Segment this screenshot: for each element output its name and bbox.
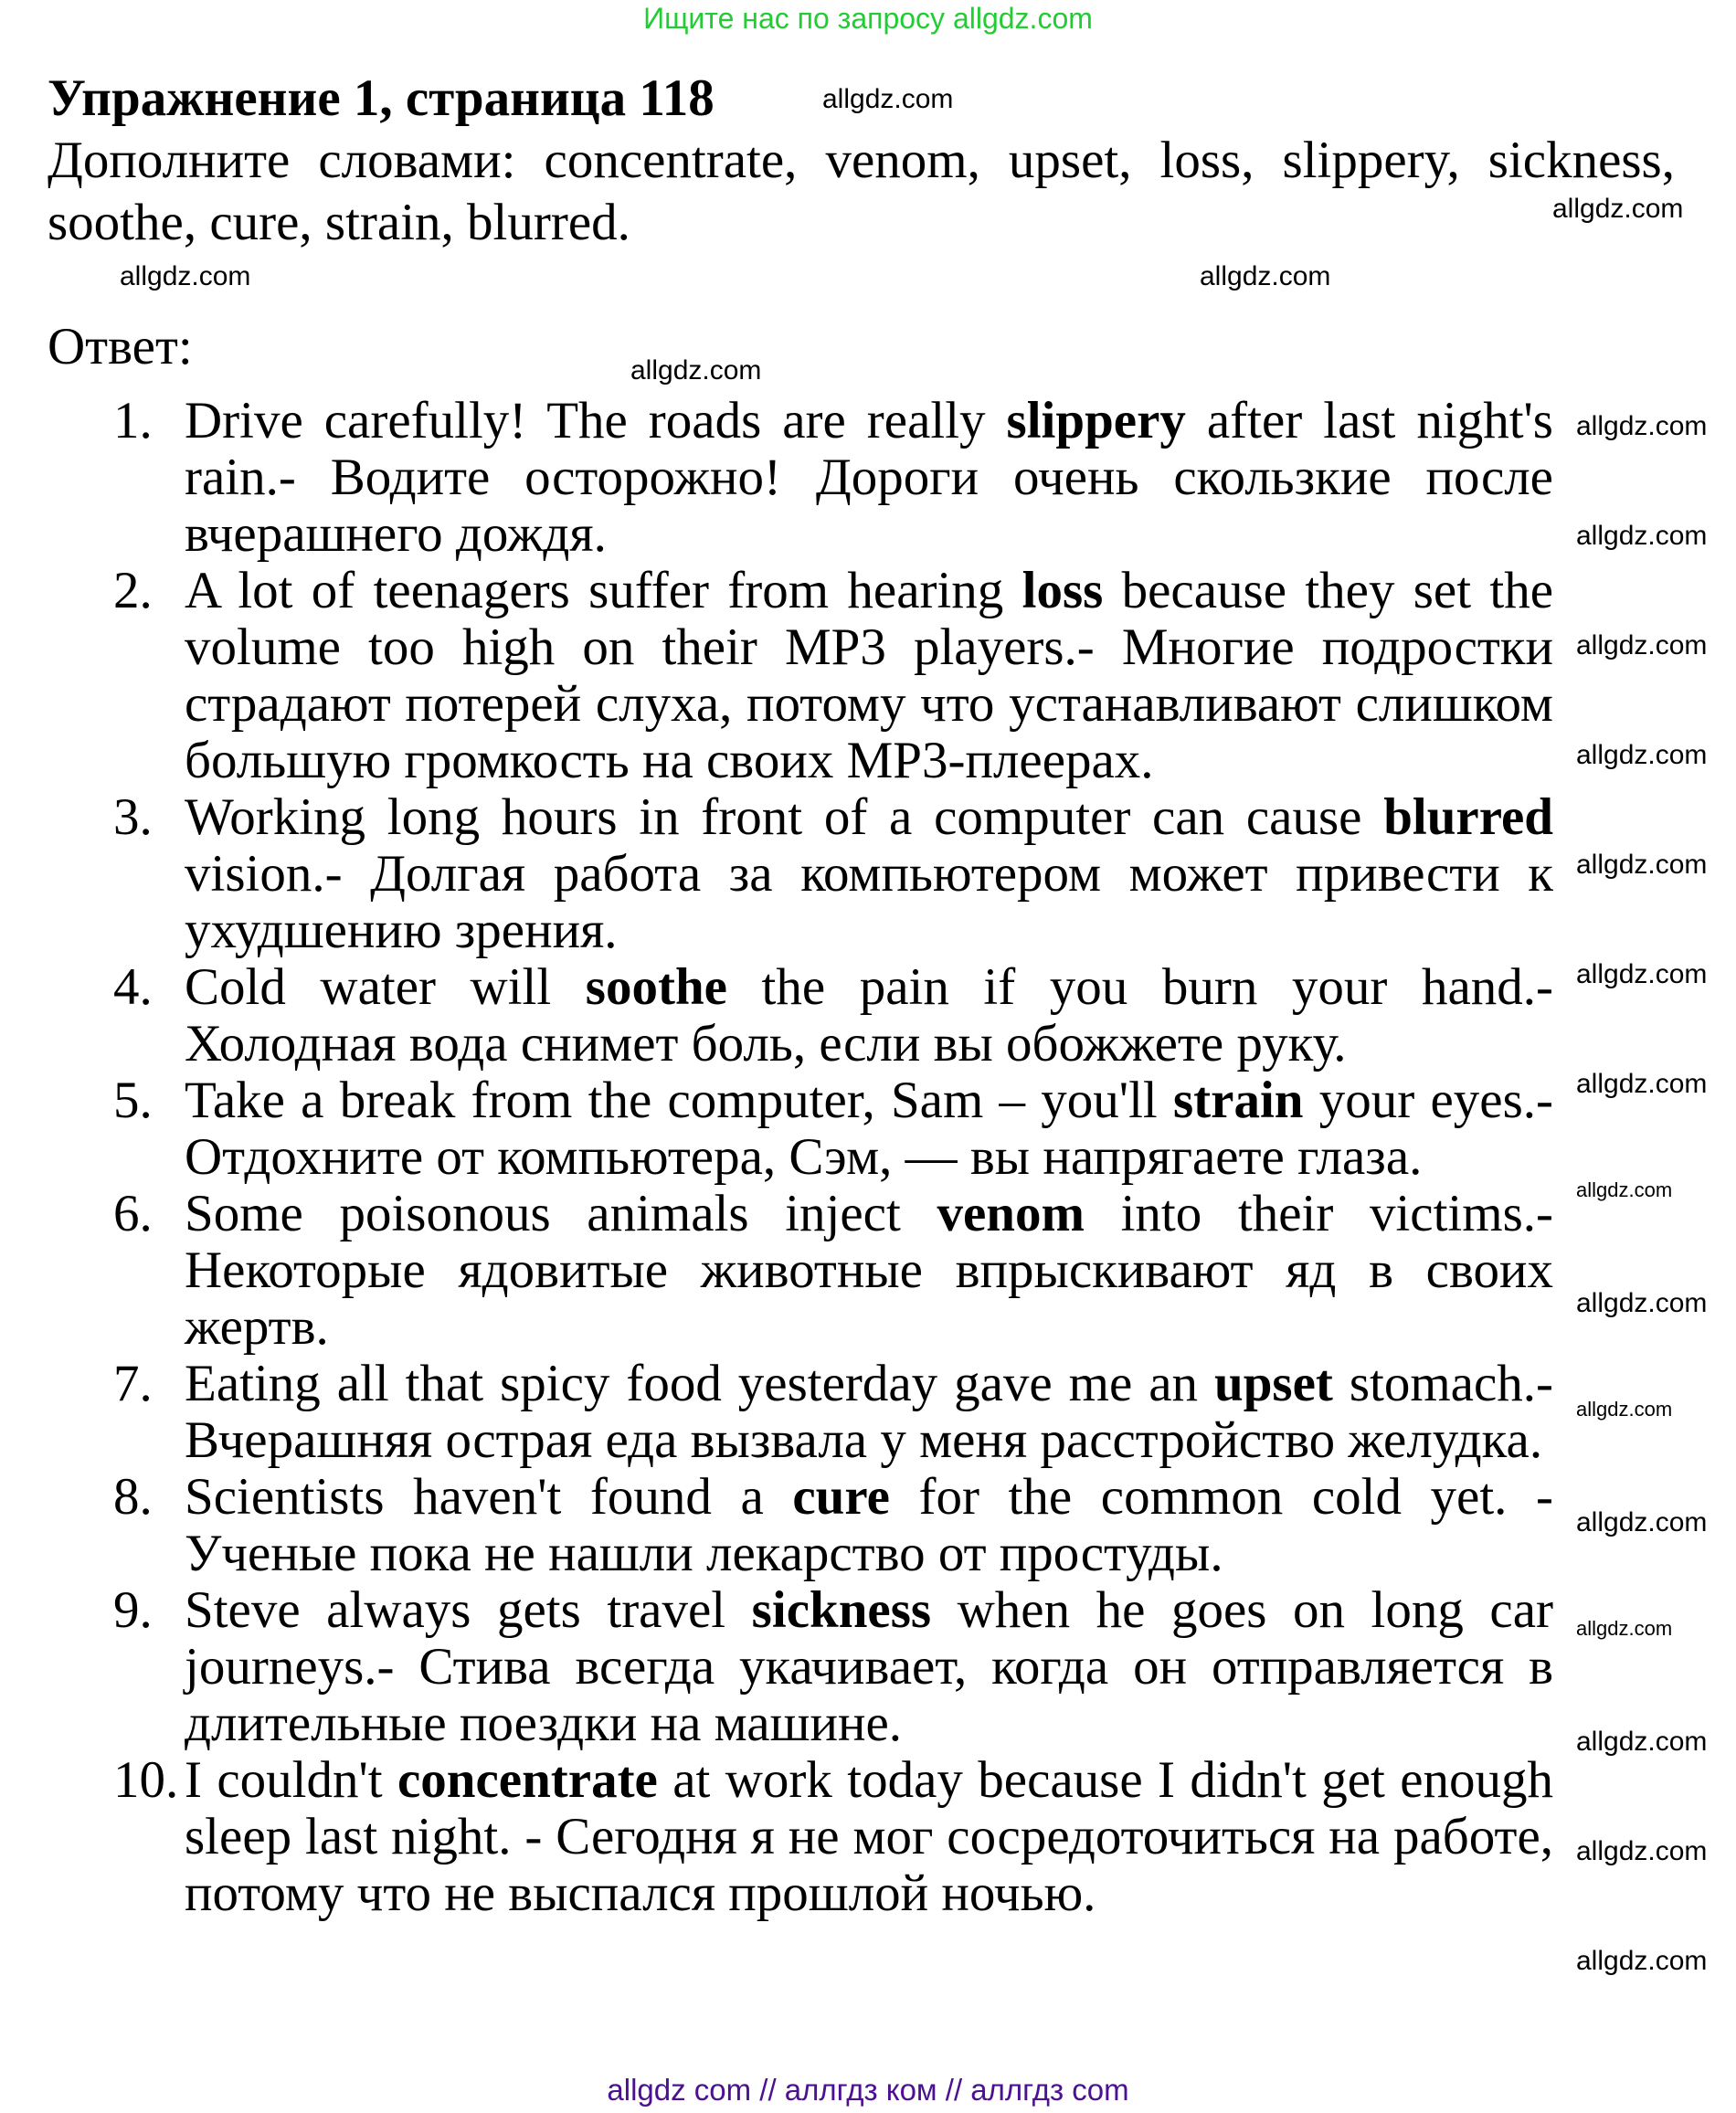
- list-item: [113, 788, 1553, 959]
- watermark: allgdz.com: [1552, 194, 1684, 224]
- item-text-before: Take a break from the computer, Sam – you'll: [185, 1072, 1173, 1129]
- answer-word: strain: [1173, 1072, 1304, 1129]
- item-number: 10.: [113, 1751, 179, 1809]
- item-text-before: Eating all that spicy food yesterday gave me an: [185, 1355, 1214, 1412]
- watermark: allgdz.com: [1576, 521, 1708, 551]
- item-number: 3.: [113, 788, 153, 846]
- list-item: [113, 1185, 1554, 1356]
- watermark: allgdz.com: [1200, 261, 1331, 291]
- item-text-before: Cold water will: [185, 958, 586, 1016]
- item-number: 1.: [113, 392, 153, 449]
- answer-label: Ответ:: [48, 318, 193, 375]
- item-text-after: the pain if you burn your hand.- Холодная вода снимет боль, если вы обожжете руку.: [185, 958, 1553, 1072]
- watermark: allgdz.com: [1576, 959, 1708, 989]
- answer-word: upset: [1214, 1355, 1333, 1412]
- item-number: 7.: [113, 1355, 153, 1412]
- exercise-instruction: Дополните словами: concentrate, venom, upset, loss, slippery, sickness, soothe, cure, strain, blurred.: [48, 132, 1675, 251]
- list-item: [113, 1072, 1553, 1186]
- watermark: allgdz.com: [1576, 1288, 1708, 1318]
- list-item: [113, 1751, 1554, 1922]
- answer-word: slippery: [1006, 392, 1186, 449]
- watermark: allgdz.com: [1576, 1178, 1673, 1201]
- item-text-after: because they set the volume too high on their MP3 players.- Многие подростки страдают потерей слуха, потому что устанавливают слишком большую громкость на своих MP3-плеерах.: [185, 562, 1554, 789]
- item-text-before: Some poisonous animals inject: [185, 1185, 937, 1242]
- watermark: allgdz.com: [1576, 740, 1708, 770]
- answer-word: loss: [1021, 562, 1104, 619]
- list-item: [113, 1355, 1554, 1469]
- watermark: allgdz.com: [1576, 1507, 1708, 1537]
- watermark: allgdz.com: [1576, 1836, 1708, 1866]
- item-number: 2.: [113, 562, 153, 619]
- footer-links[interactable]: allgdz com // аллгдз ком // аллгдз com: [607, 2073, 1129, 2107]
- answer-list: [0, 393, 1736, 1922]
- item-text-after: at work today because I didn't get enough sleep last night. - Сегодня я не мог сосредоточиться на работе, потому что не выспался прошлой ночью.: [185, 1751, 1554, 1922]
- answer-word: sickness: [751, 1581, 932, 1639]
- list-item: [113, 1468, 1554, 1582]
- item-text-after: after last night's rain.- Водите осторожно! Дороги очень скользкие после вчерашнего дождя.: [185, 392, 1553, 563]
- item-number: 6.: [113, 1185, 153, 1242]
- list-item: [113, 562, 1554, 789]
- item-text-before: Drive carefully! The roads are really: [185, 392, 1007, 449]
- watermark: allgdz.com: [1576, 1398, 1673, 1421]
- site-banner[interactable]: Ищите нас по запросу allgdz.com: [643, 2, 1093, 35]
- item-text-before: Steve always gets travel: [185, 1581, 752, 1639]
- watermark: allgdz.com: [1576, 1727, 1708, 1757]
- watermark: allgdz.com: [1576, 1946, 1708, 1976]
- exercise-title: Упражнение 1, страница 118: [48, 69, 715, 127]
- item-number: 5.: [113, 1072, 153, 1129]
- list-item: [113, 392, 1553, 563]
- watermark: allgdz.com: [1576, 850, 1708, 880]
- item-number: 8.: [113, 1468, 153, 1526]
- item-text-before: Scientists haven't found a: [185, 1468, 793, 1526]
- item-text-after: stomach.- Вчерашняя острая еда вызвала у меня расстройство желудка.: [185, 1355, 1554, 1469]
- answer-word: blurred: [1383, 788, 1553, 846]
- answer-word: venom: [937, 1185, 1085, 1242]
- item-text-before: I couldn't: [185, 1751, 397, 1809]
- watermark: allgdz.com: [1576, 1069, 1708, 1099]
- item-number: 9.: [113, 1581, 153, 1639]
- list-item: [113, 958, 1553, 1072]
- answer-word: concentrate: [397, 1751, 658, 1809]
- watermark: allgdz.com: [1576, 411, 1708, 441]
- item-number: 4.: [113, 958, 153, 1016]
- item-text-before: A lot of teenagers suffer from hearing: [185, 562, 1022, 619]
- watermark: allgdz.com: [822, 84, 954, 114]
- answer-word: soothe: [585, 958, 727, 1016]
- answer-word: cure: [792, 1468, 890, 1526]
- watermark: allgdz.com: [120, 261, 251, 291]
- watermark: allgdz.com: [630, 355, 762, 386]
- item-text-before: Working long hours in front of a computer can cause: [185, 788, 1384, 846]
- watermark: allgdz.com: [1576, 1617, 1673, 1640]
- item-text-after: when he goes on long car journeys.- Стива всегда укачивает, когда он отправляется в длительные поездки на машине.: [185, 1581, 1553, 1752]
- list-item: [113, 1581, 1553, 1752]
- item-text-after: into their victims.- Некоторые ядовитые животные впрыскивают яд в своих жертв.: [185, 1185, 1554, 1356]
- watermark: allgdz.com: [1576, 630, 1708, 660]
- item-text-after: vision.- Долгая работа за компьютером может привести к ухудшению зрения.: [185, 845, 1553, 959]
- item-text-after: your eyes.- Отдохните от компьютера, Сэм, — вы напрягаете глаза.: [185, 1072, 1553, 1186]
- item-text-after: for the common cold yet. - Ученые пока не нашли лекарство от простуды.: [185, 1468, 1554, 1582]
